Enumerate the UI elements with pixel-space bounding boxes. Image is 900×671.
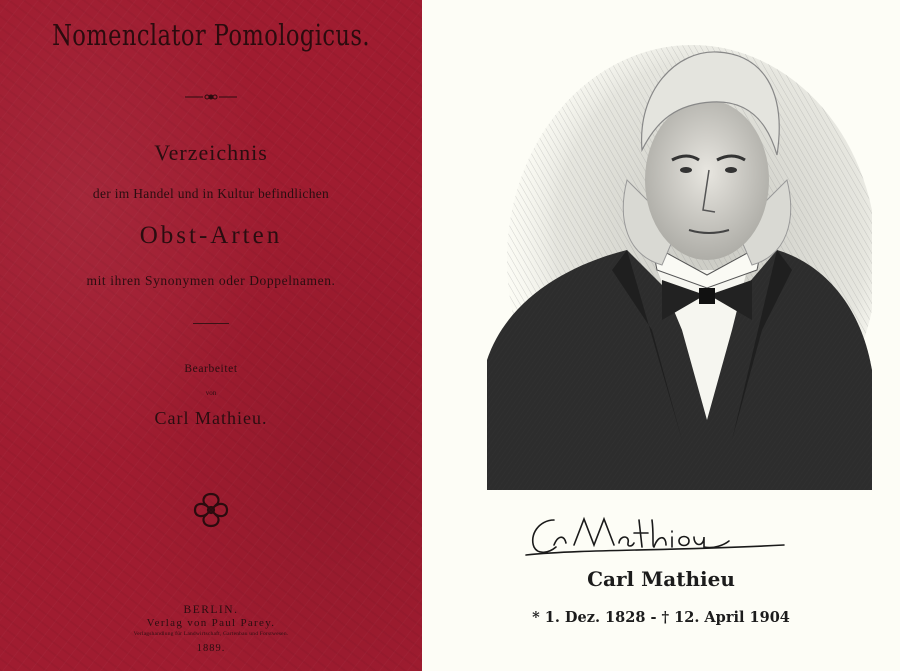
publisher-city: BERLIN.: [183, 604, 239, 616]
title-ornament-icon: [185, 93, 237, 101]
edited-label: Bearbeitet: [184, 363, 238, 375]
publisher: Verlag von Paul Parey.: [146, 617, 276, 629]
publisher-subtitle: Verlagshandlung für Landwirtschaft, Gartenbau und Forstwesen.: [133, 631, 289, 637]
divider: [193, 323, 229, 324]
publication-year: 1889.: [196, 643, 226, 654]
book-author: Carl Mathieu.: [154, 408, 268, 428]
book-main-subject: Obst-Arten: [139, 222, 283, 249]
portrait-panel: [422, 0, 900, 671]
book-subtitle-line-2: mit ihren Synonymen oder Doppelnamen.: [86, 273, 336, 288]
portrait-engraving: [477, 30, 872, 490]
book-heading: Verzeichnis: [154, 140, 268, 165]
book-cover-panel: [0, 0, 422, 671]
by-label: von: [205, 389, 217, 397]
life-dates: * 1. Dez. 1828 - † 12. April 1904: [532, 609, 790, 626]
flourish-ornament-icon: [191, 490, 231, 530]
book-title: Nomenclator Pomologicus.: [52, 18, 370, 52]
person-name: Carl Mathieu: [587, 567, 735, 591]
signature-image: [524, 505, 794, 565]
book-subtitle-line: der im Handel und in Kultur befindlichen: [92, 186, 330, 201]
